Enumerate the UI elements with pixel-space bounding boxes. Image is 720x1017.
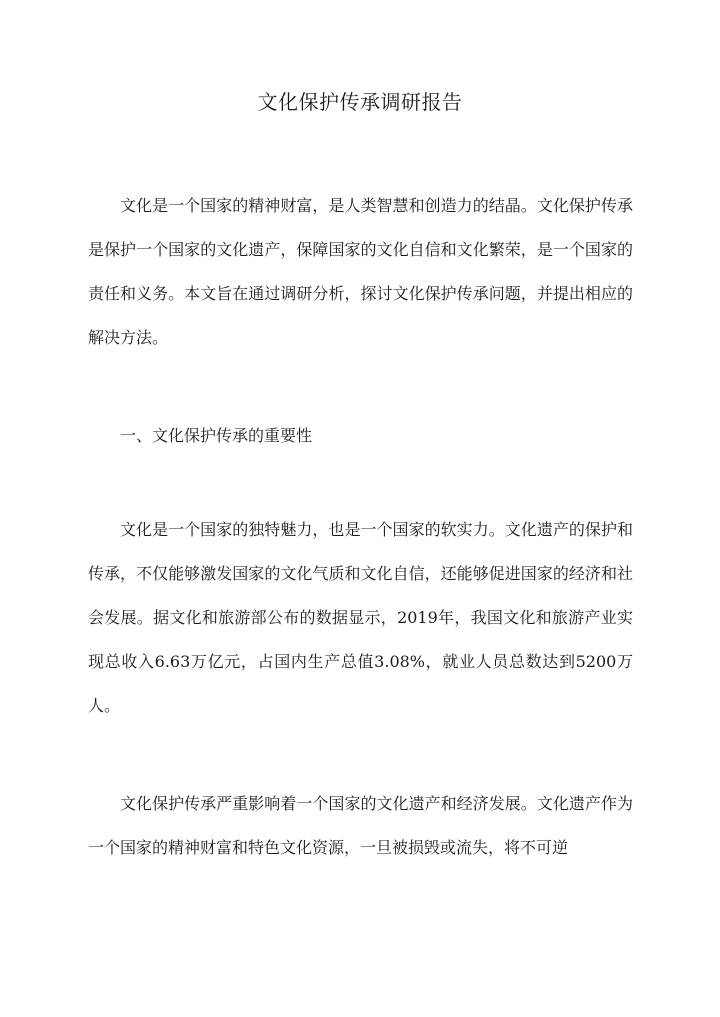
section-heading: 一、文化保护传承的重要性 — [120, 426, 313, 445]
document-title: 文化保护传承调研报告 — [257, 90, 463, 114]
intro-paragraph: 文化是一个国家的精神财富，是人类智慧和创造力的结晶。文化保护传承是保护一个国家的文化遗产，保障国家的文化自信和文化繁荣，是一个国家的责任和义务。本文旨在通过调研分析，探讨文化保护传承问题，并提出相应的解决方法。 — [88, 196, 633, 347]
body-paragraph: 文化保护传承严重影响着一个国家的文化遗产和经济发展。文化遗产作为一个国家的精神财富和特色文化资源，一旦被损毁或流失，将不可逆 — [88, 794, 633, 857]
body-paragraph: 文化是一个国家的独特魅力，也是一个国家的软实力。文化遗产的保护和传承，不仅能够激发国家的文化气质和文化自信，还能够促进国家的经济和社会发展。据文化和旅游部公布的数据显示，2019年，我国文化和旅游产业实现总收入6.63万亿元，占国内生产总值3.08%，就业人员总数达到5200万人。 — [88, 520, 633, 715]
